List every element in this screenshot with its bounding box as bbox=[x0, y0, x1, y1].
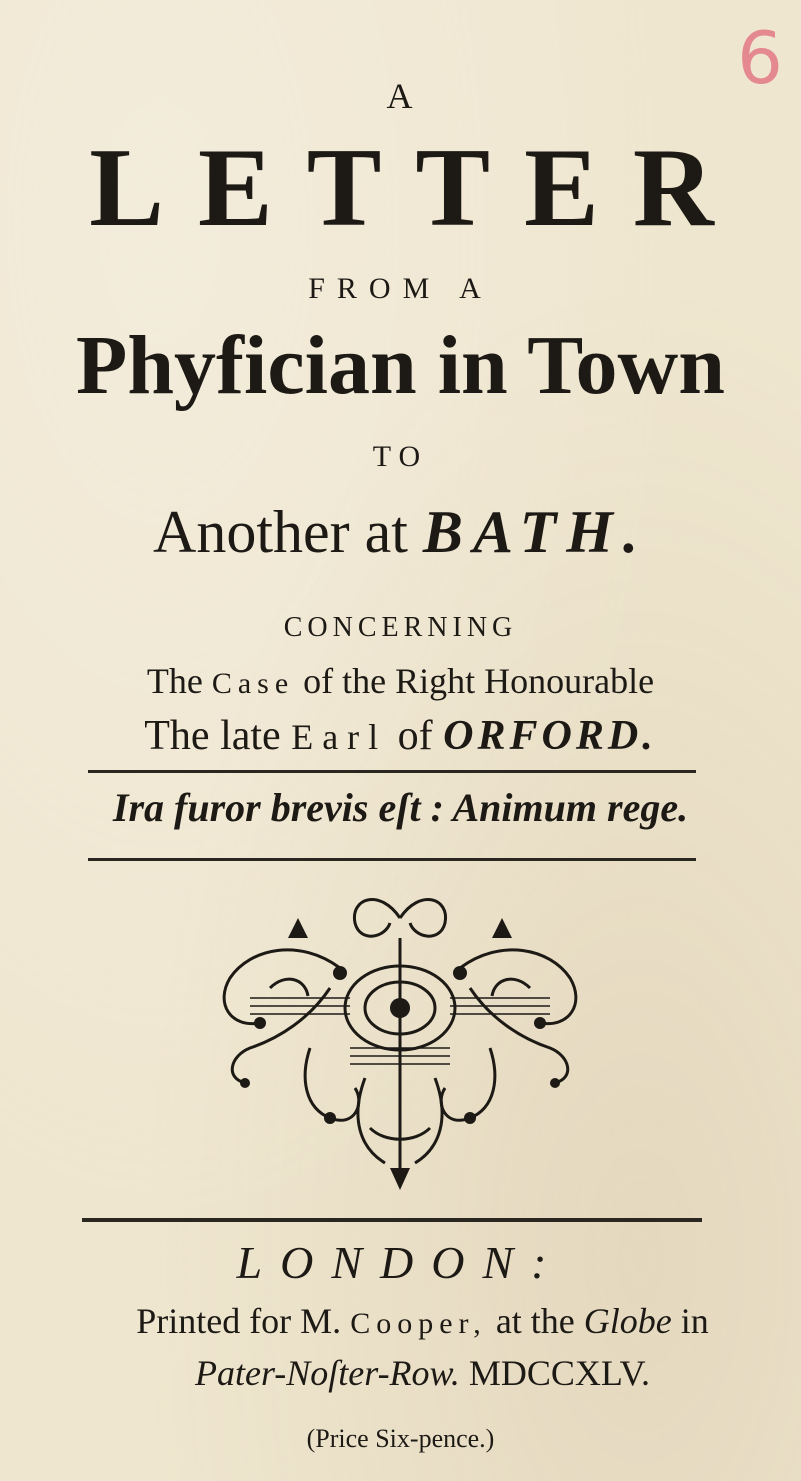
imprint-city: LONDON: bbox=[236, 1237, 565, 1288]
case-line bbox=[0, 660, 801, 702]
middle-rule bbox=[88, 858, 696, 861]
bath-word: BATH. bbox=[422, 499, 648, 565]
another-prefix: Another at bbox=[153, 499, 408, 565]
price: (Price Six-pence.) bbox=[306, 1424, 495, 1453]
bottom-rule bbox=[82, 1218, 702, 1222]
another-line bbox=[0, 496, 801, 568]
motto: Ira furor brevis eſt : Animum rege. bbox=[112, 785, 689, 830]
concerning-line: CONCERNING bbox=[283, 612, 518, 643]
imprint-line-1 bbox=[22, 1300, 801, 1342]
top-rule bbox=[88, 770, 696, 773]
orford-word: ORFORD. bbox=[443, 713, 657, 759]
article-a: A bbox=[386, 76, 415, 116]
floral-printers-ornament-icon bbox=[190, 878, 610, 1198]
year: MDCCXLV. bbox=[468, 1353, 650, 1393]
printed-prefix: Printed for M. bbox=[136, 1301, 342, 1341]
printer-name: Cooper, bbox=[350, 1307, 487, 1340]
printed-in: in bbox=[680, 1301, 709, 1341]
from-line: FROM A bbox=[308, 272, 493, 305]
printed-at: at the bbox=[495, 1301, 575, 1341]
street-name: Pater-Noſter-Row. bbox=[195, 1353, 460, 1393]
case-prefix: The bbox=[146, 661, 203, 701]
earl-of: of bbox=[397, 713, 433, 759]
earl-prefix: The late bbox=[144, 713, 281, 759]
earl-line bbox=[0, 712, 801, 760]
earl-word: Earl bbox=[291, 717, 388, 757]
case-word: Case bbox=[211, 667, 295, 700]
imprint-line-2 bbox=[22, 1352, 801, 1394]
globe-word: Globe bbox=[583, 1301, 672, 1341]
to-line: TO bbox=[372, 440, 429, 473]
physician-line: Phyfician in Town bbox=[76, 319, 725, 412]
main-title: LETTER bbox=[89, 126, 748, 250]
pencil-mark: 6 bbox=[737, 16, 783, 100]
case-suffix: of the Right Honourable bbox=[303, 661, 655, 701]
